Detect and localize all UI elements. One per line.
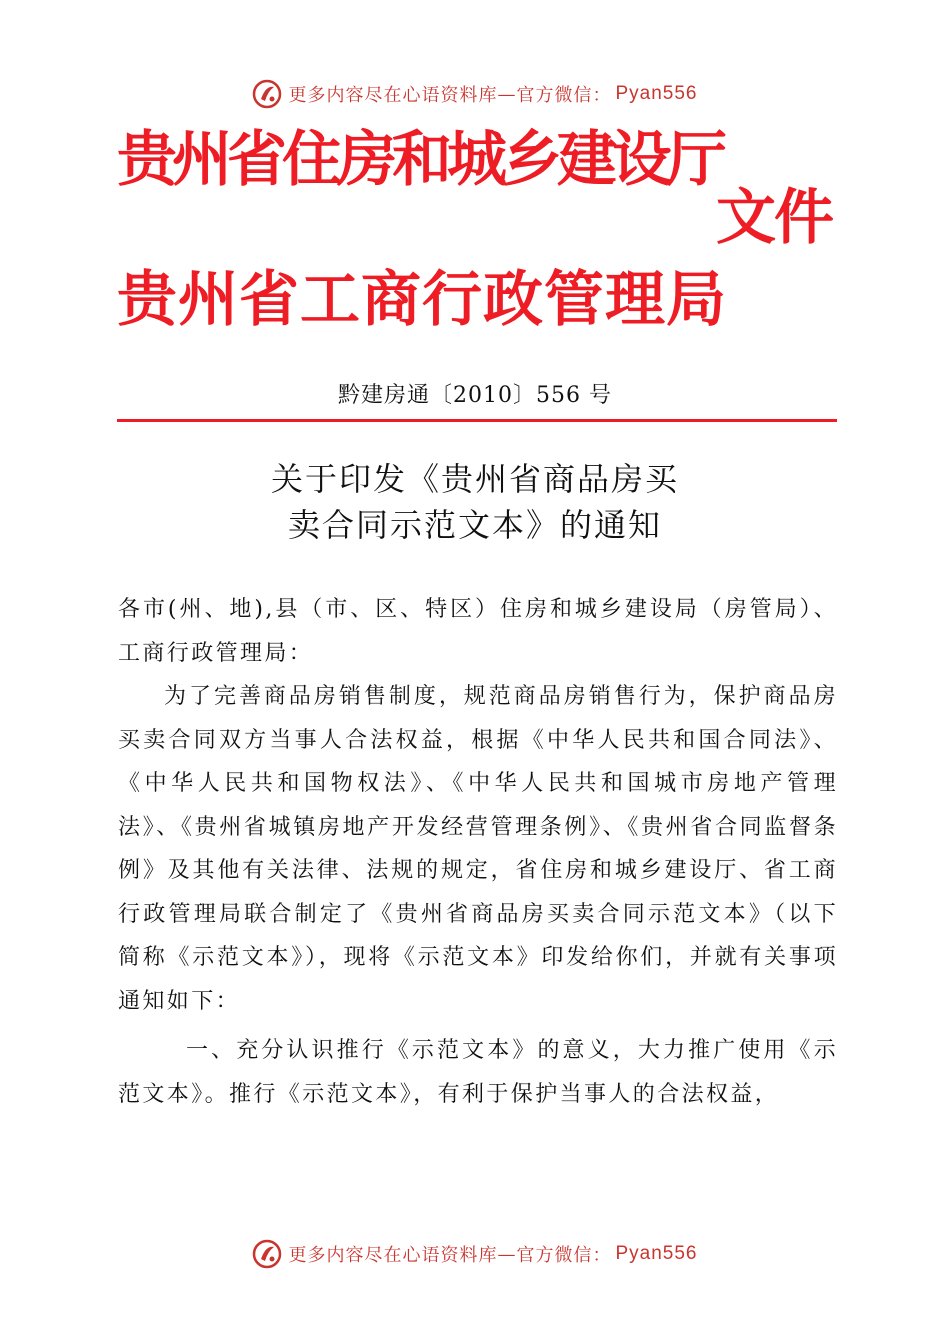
watermark-wechat: Pyan556 (615, 1243, 698, 1264)
watermark-bottom (0, 1234, 950, 1274)
watermark-text: 更多内容尽在心语资料库 (288, 1245, 498, 1266)
body-paragraph-2: 一、充分认识推行《示范文本》的意义，大力推广使用《示范文本》。推行《示范文本》，有利于保护当事人的合法权益， (118, 1038, 838, 1107)
red-divider (117, 419, 837, 422)
header-issuer-commerce: 贵州省工商行政管理局 (117, 265, 727, 335)
watermark-logo-icon (252, 1239, 282, 1269)
watermark-separator: — (497, 83, 517, 105)
watermark-wechat: Pyan556 (615, 83, 698, 104)
watermark-logo-icon (252, 79, 282, 109)
watermark-text: 更多内容尽在心语资料库 (288, 85, 498, 106)
header-issuer-housing: 贵州省住房和城乡建设厅 (117, 125, 722, 195)
watermark-top (0, 74, 950, 114)
header-wenjian: 文件 (716, 183, 832, 253)
salutation: 各市(州、地),县（市、区、特区）住房和城乡建设局（房管局）、工商行政管理局： (118, 597, 838, 666)
document-title-line2: 卖合同示范文本》的通知 (287, 506, 662, 544)
watermark-separator: — (497, 1243, 517, 1265)
body-paragraph-1: 为了完善商品房销售制度，规范商品房销售行为，保护商品房买卖合同双方当事人合法权益，根据《中华人民共和国合同法》、《中华人民共和国物权法》、《中华人民共和国城市房地产管理法》、《贵州省城镇房地产开发经营管理条例》、《贵州省合同监督条例》及其他有关法律、法规的规定，省住房和城乡建设厅、省工商行政管理局联合制定了《贵州省商品房买卖合同示范文本》（以下简称《示范文本》），现将《示范文本》印发给你们，并就有关事项通知如下： (118, 684, 838, 1014)
watermark-suffix: 官方微信： (516, 85, 612, 106)
document-number: 黔建房通〔2010〕556 号 (338, 383, 612, 408)
document-title-line1: 关于印发《贵州省商品房买 (270, 460, 679, 498)
watermark-suffix: 官方微信： (516, 1245, 612, 1266)
